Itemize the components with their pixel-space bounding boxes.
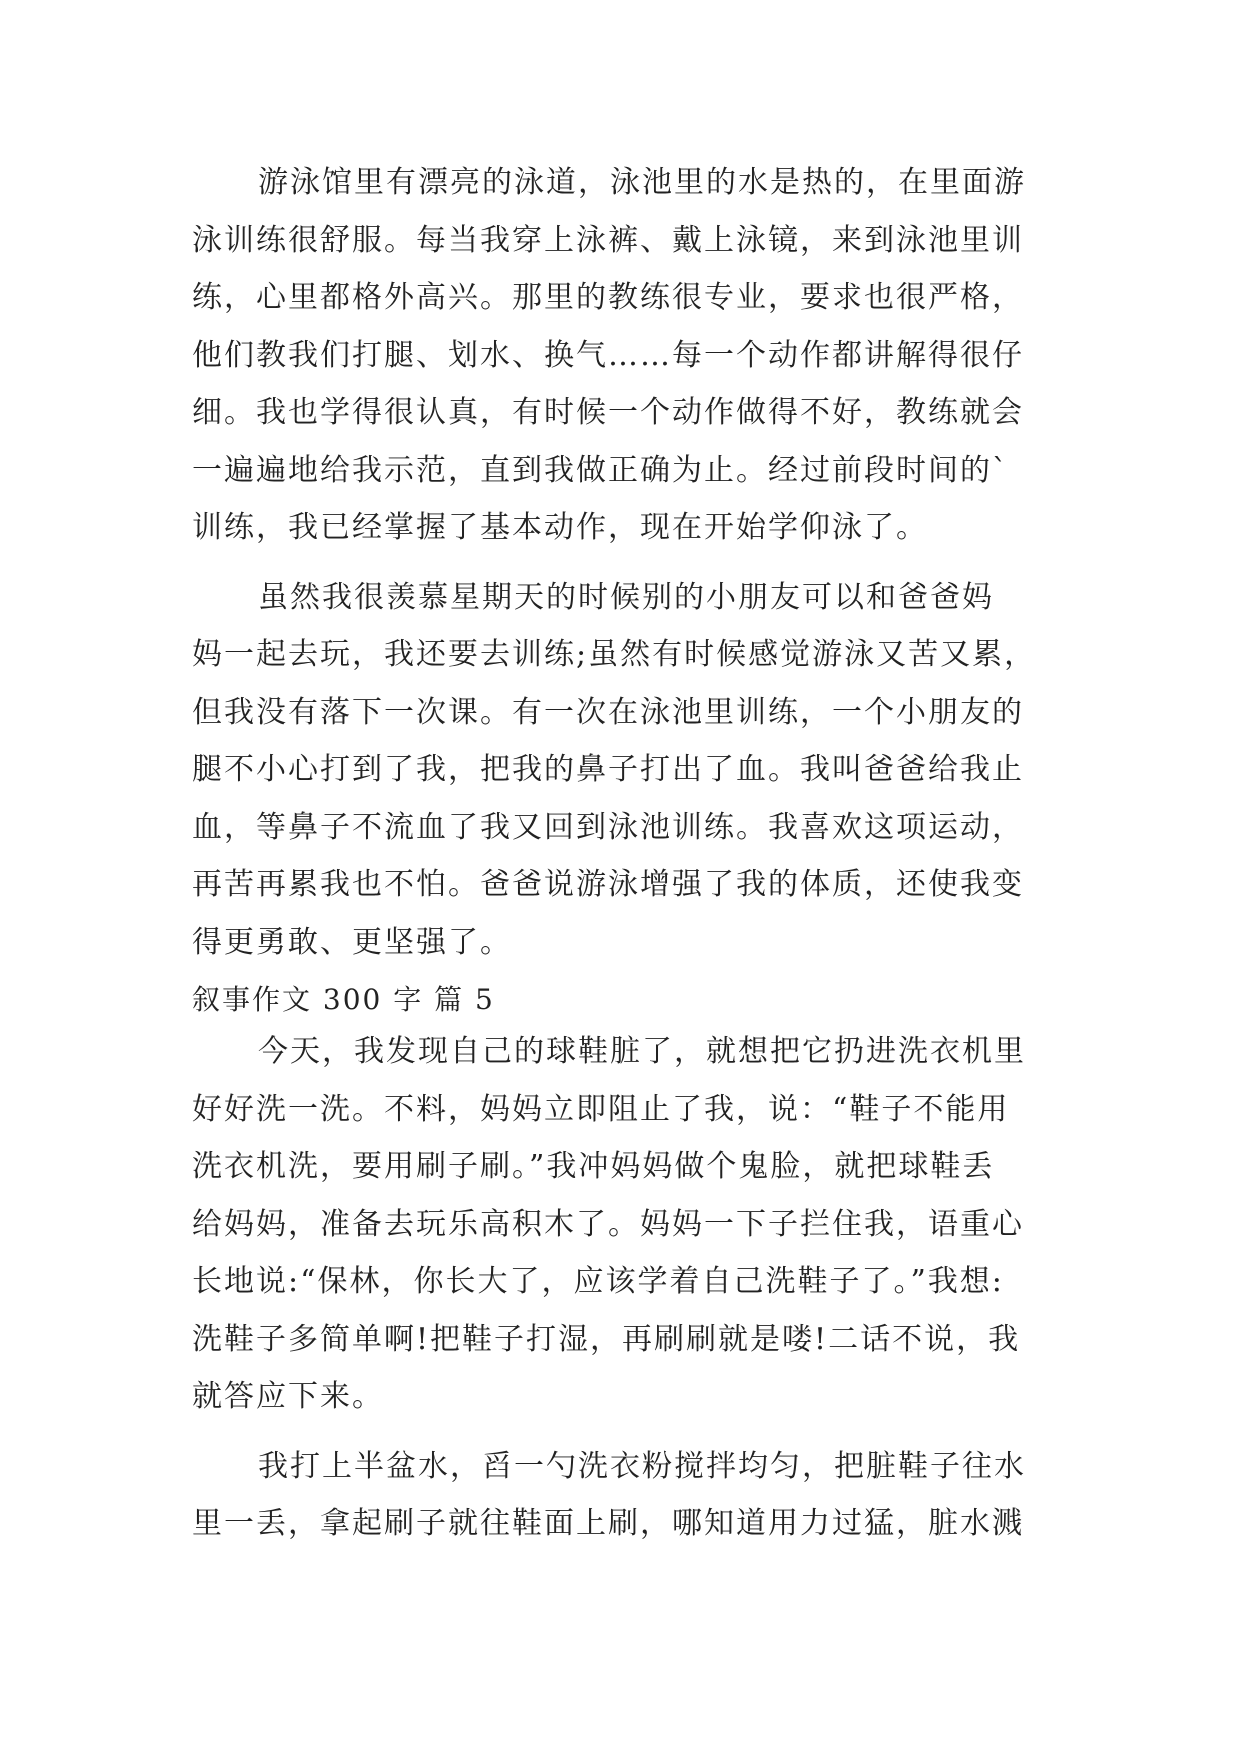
text-line: 一遍遍地给我示范，直到我做正确为止。经过前段时间的` <box>192 452 1009 488</box>
text-line: 长地说:“保林，你长大了，应该学着自己洗鞋子了。”我想: <box>192 1264 1004 1299</box>
paragraph-4 <box>192 1449 1062 1564</box>
text-line: 得更勇敢、更坚强了。 <box>192 924 512 960</box>
text-line: 洗鞋子多简单啊!把鞋子打湿，再刷刷就是喽!二话不说，我 <box>192 1321 1021 1357</box>
text-line: 腿不小心打到了我，把我的鼻子打出了血。我叫爸爸给我止 <box>192 752 1024 787</box>
text-line: 好好洗一洗。不料，妈妈立即阻止了我，说：“鞋子不能用 <box>192 1091 1010 1127</box>
text-line: 我打上半盆水，舀一勺洗衣粉搅拌均匀，把脏鞋子往水 <box>258 1448 1026 1484</box>
text-line: 细。我也学得很认真，有时候一个动作做得不好，教练就会 <box>192 395 1024 430</box>
text-line: 他们教我们打腿、划水、换气……每一个动作都讲解得很仔 <box>192 337 1024 373</box>
text-line: 洗衣机洗，要用刷子刷。”我冲妈妈做个鬼脸，就把球鞋丢 <box>192 1149 995 1184</box>
text-line: 但我没有落下一次课。有一次在泳池里训练，一个小朋友的 <box>192 694 1024 730</box>
text-line: 虽然我很羡慕星期天的时候别的小朋友可以和爸爸妈 <box>258 579 994 615</box>
text-line: 再苦再累我也不怕。爸爸说游泳增强了我的体质，还使我变 <box>192 867 1024 902</box>
paragraph-1 <box>192 165 1062 568</box>
text-line: 血，等鼻子不流血了我又回到泳池训练。我喜欢这项运动， <box>192 809 1024 845</box>
paragraph-2 <box>192 580 1062 983</box>
text-line: 游泳馆里有漂亮的泳道，泳池里的水是热的，在里面游 <box>258 165 1026 200</box>
section-heading: 叙事作文 300 字 篇 5 <box>192 983 495 1016</box>
document-page <box>192 165 1062 1564</box>
text-line: 就答应下来。 <box>192 1379 384 1414</box>
text-line: 妈一起去玩，我还要去训练;虽然有时候感觉游泳又苦又累， <box>192 637 1037 672</box>
text-line: 训练，我已经掌握了基本动作，现在开始学仰泳了。 <box>192 510 928 545</box>
text-line: 今天，我发现自己的球鞋脏了，就想把它扔进洗衣机里 <box>258 1034 1026 1069</box>
paragraph-gap <box>192 568 1062 580</box>
paragraph-3 <box>192 1034 1062 1437</box>
paragraph-gap <box>192 1437 1062 1449</box>
text-line: 泳训练很舒服。每当我穿上泳裤、戴上泳镜，来到泳池里训 <box>192 222 1024 258</box>
text-line: 练，心里都格外高兴。那里的教练很专业，要求也很严格， <box>192 280 1024 315</box>
text-line: 给妈妈，准备去玩乐高积木了。妈妈一下子拦住我，语重心 <box>192 1206 1024 1242</box>
text-line: 里一丢，拿起刷子就往鞋面上刷，哪知道用力过猛，脏水溅 <box>192 1506 1024 1541</box>
